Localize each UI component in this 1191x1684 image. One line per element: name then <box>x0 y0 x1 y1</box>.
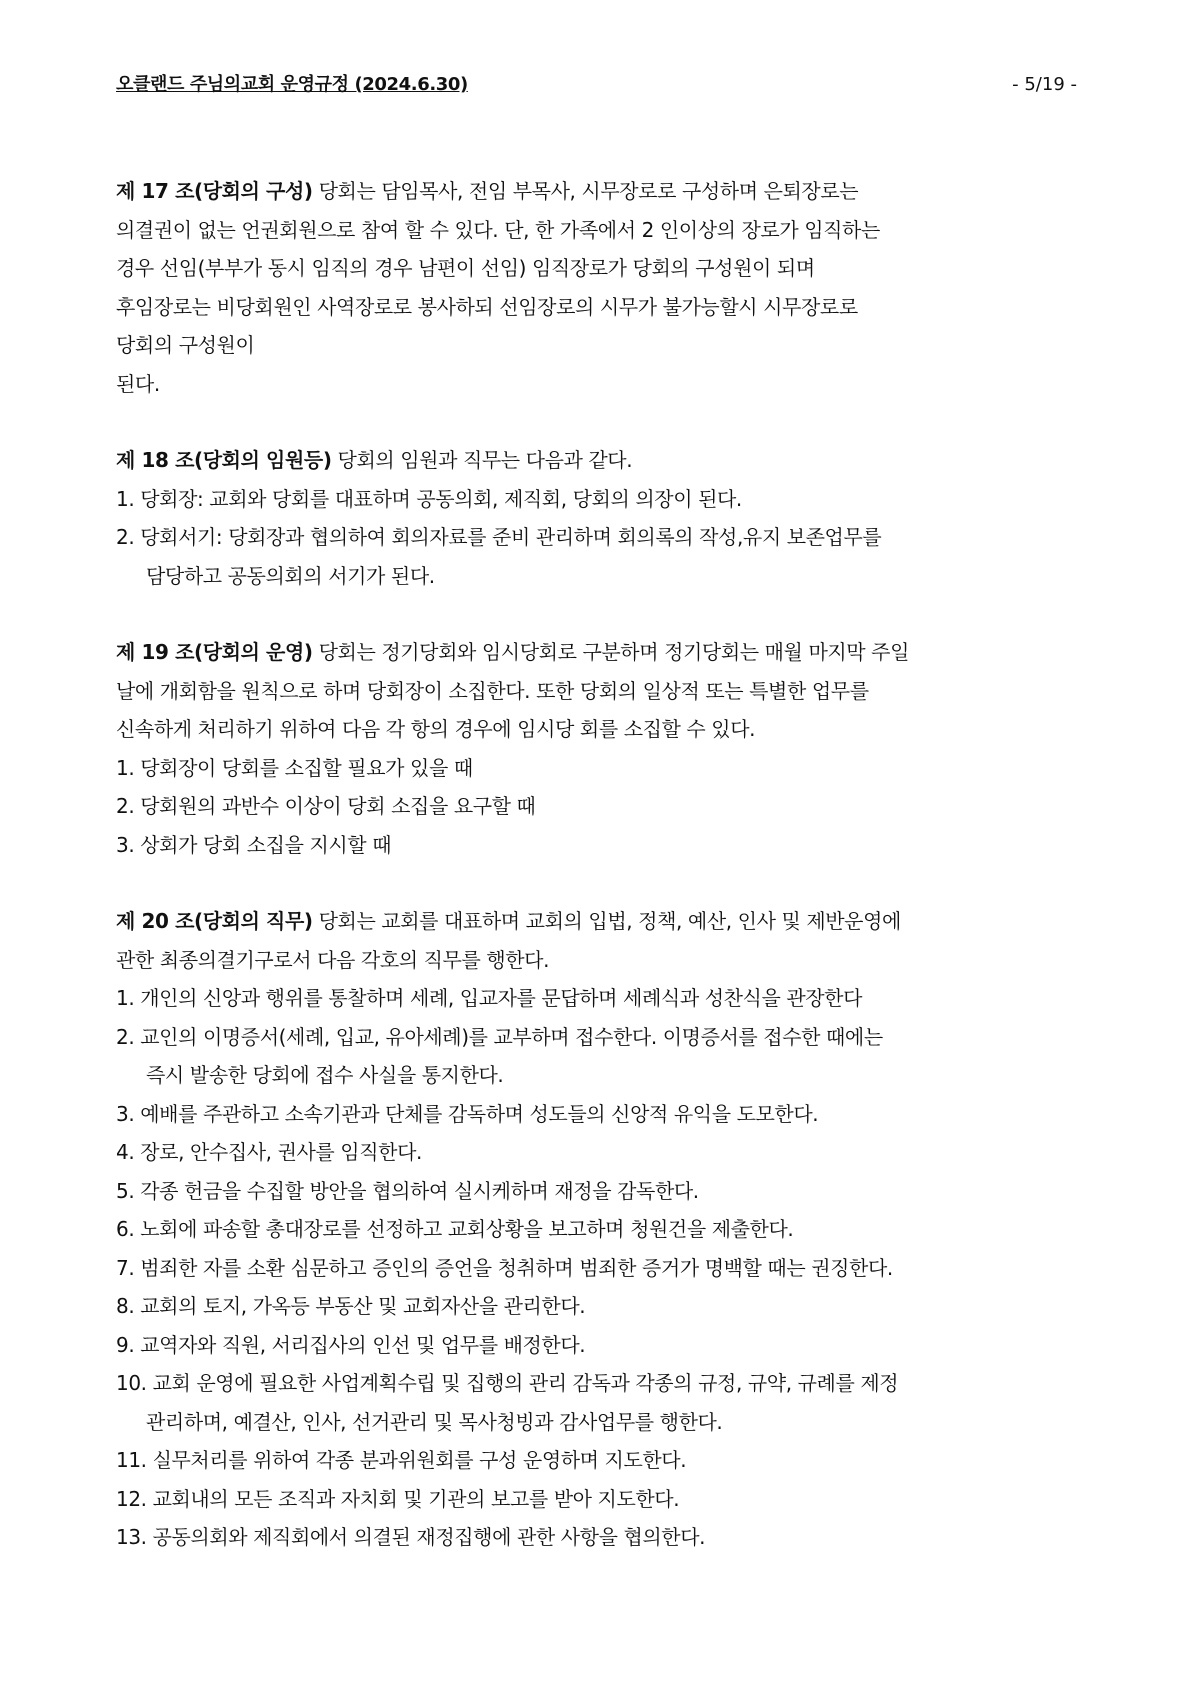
article-20-item-10-cont: 관리하며, 예결산, 인사, 선거관리 및 목사청빙과 감사업무를 행한다. <box>146 1409 723 1434</box>
article-18 <box>116 441 1076 595</box>
article-20-line-1 <box>116 902 1076 941</box>
article-20-text: 당회는 교회를 대표하며 교회의 입법, 정책, 예산, 인사 및 제반운영에 <box>312 909 901 933</box>
article-20-item-9: 9. 교역자와 직원, 서리집사의 인선 및 업무를 배정한다. <box>116 1332 586 1357</box>
article-18-item-1: 1. 당회장: 교회와 당회를 대표하며 공동의회, 제직회, 당회의 의장이 된다. <box>116 486 742 511</box>
article-17-line-6: 된다. <box>116 371 160 396</box>
article-20 <box>116 902 1076 1557</box>
article-19-line-3: 신속하게 처리하기 위하여 다음 각 항의 경우에 임시당 회를 소집할 수 있다. <box>116 717 756 741</box>
article-17-line-5: 당회의 구성원이 <box>116 333 255 357</box>
article-19-heading: 제 19 조(당회의 운영) <box>116 640 313 664</box>
section-gap <box>116 595 1076 633</box>
article-19-item-1: 1. 당회장이 당회를 소집할 필요가 있을 때 <box>116 755 473 780</box>
article-17-text: 당회는 담임목사, 전임 부목사, 시무장로로 구성하며 은퇴장로는 <box>312 179 859 203</box>
article-17-heading: 제 17 조(당회의 구성) <box>116 179 313 203</box>
article-20-item-13: 13. 공동의회와 제직회에서 의결된 재정집행에 관한 사항을 협의한다. <box>116 1525 706 1549</box>
article-18-item-2-cont: 담당하고 공동의회의 서기가 된다. <box>146 563 435 588</box>
article-20-item-11: 11. 실무처리를 위하여 각종 분과위원회를 구성 운영하며 지도한다. <box>116 1448 687 1472</box>
article-20-item-4: 4. 장로, 안수집사, 권사를 임직한다. <box>116 1140 422 1164</box>
article-19-item-3: 3. 상회가 당회 소집을 지시할 때 <box>116 832 392 857</box>
article-20-line-2: 관한 최종의결기구로서 다음 각호의 직무를 행한다. <box>116 947 550 972</box>
document-title: 오클랜드 주님의교회 운영규정 (2024.6.30) <box>116 74 468 95</box>
article-20-heading: 제 20 조(당회의 직무) <box>116 909 313 933</box>
article-17-line-1 <box>116 172 1076 211</box>
article-19-line-2: 날에 개회함을 원칙으로 하며 당회장이 소집한다. 또한 당회의 일상적 또는 특별한 업무를 <box>116 678 869 703</box>
article-17-line-4: 후임장로는 비당회원인 사역장로로 봉사하되 선임장로의 시무가 불가능할시 시무장로로 <box>116 294 858 319</box>
article-19-text: 당회는 정기당회와 임시당회로 구분하며 정기당회는 매월 마지막 주일 <box>312 640 909 664</box>
section-gap <box>116 864 1076 902</box>
page-number: - 5/19 - <box>1012 74 1077 95</box>
article-19-line-1 <box>116 633 1076 672</box>
article-20-item-12: 12. 교회내의 모든 조직과 자치회 및 기관의 보고를 받아 지도한다. <box>116 1486 680 1511</box>
article-18-item-2: 2. 당회서기: 당회장과 협의하여 회의자료를 준비 관리하며 회의록의 작성,유지 보존업무를 <box>116 525 882 549</box>
article-17-line-2: 의결권이 없는 언권회원으로 참여 할 수 있다. 단, 한 가족에서 2 인이상의 장로가 임직하는 <box>116 217 880 242</box>
article-18-line-1 <box>116 441 1076 480</box>
article-19-item-2: 2. 당회원의 과반수 이상이 당회 소집을 요구할 때 <box>116 794 536 818</box>
article-17 <box>116 172 1076 403</box>
article-17-line-3: 경우 선임(부부가 동시 임직의 경우 남편이 선임) 임직장로가 당회의 구성원이 되며 <box>116 256 815 280</box>
article-19 <box>116 633 1076 864</box>
article-20-item-6: 6. 노회에 파송할 총대장로를 선정하고 교회상황을 보고하며 청원건을 제출한다. <box>116 1217 794 1241</box>
section-gap <box>116 403 1076 441</box>
article-20-item-3: 3. 예배를 주관하고 소속기관과 단체를 감독하며 성도들의 신앙적 유익을 도모한다. <box>116 1101 819 1126</box>
article-20-item-5: 5. 각종 헌금을 수집할 방안을 협의하여 실시케하며 재정을 감독한다. <box>116 1178 699 1203</box>
article-20-item-10: 10. 교회 운영에 필요한 사업계획수립 및 집행의 관리 감독과 각종의 규정, 규약, 규례를 제정 <box>116 1371 899 1395</box>
article-20-item-2: 2. 교인의 이명증서(세례, 입교, 유아세례)를 교부하며 접수한다. 이명증서를 접수한 때에는 <box>116 1024 883 1049</box>
article-18-heading: 제 18 조(당회의 임원등) <box>116 448 332 472</box>
article-20-item-7: 7. 범죄한 자를 소환 심문하고 증인의 증언을 청취하며 범죄한 증거가 명백할 때는 권징한다. <box>116 1255 893 1280</box>
page-header <box>116 70 1077 96</box>
article-20-item-8: 8. 교회의 토지, 가옥등 부동산 및 교회자산을 관리한다. <box>116 1294 586 1318</box>
article-20-item-1: 1. 개인의 신앙과 행위를 통찰하며 세례, 입교자를 문답하며 세례식과 성찬식을 관장한다 <box>116 986 863 1010</box>
article-18-text: 당회의 임원과 직무는 다음과 같다. <box>331 448 633 472</box>
article-20-item-2-cont: 즉시 발송한 당회에 접수 사실을 통지한다. <box>146 1063 504 1087</box>
document-body <box>116 172 1076 1557</box>
